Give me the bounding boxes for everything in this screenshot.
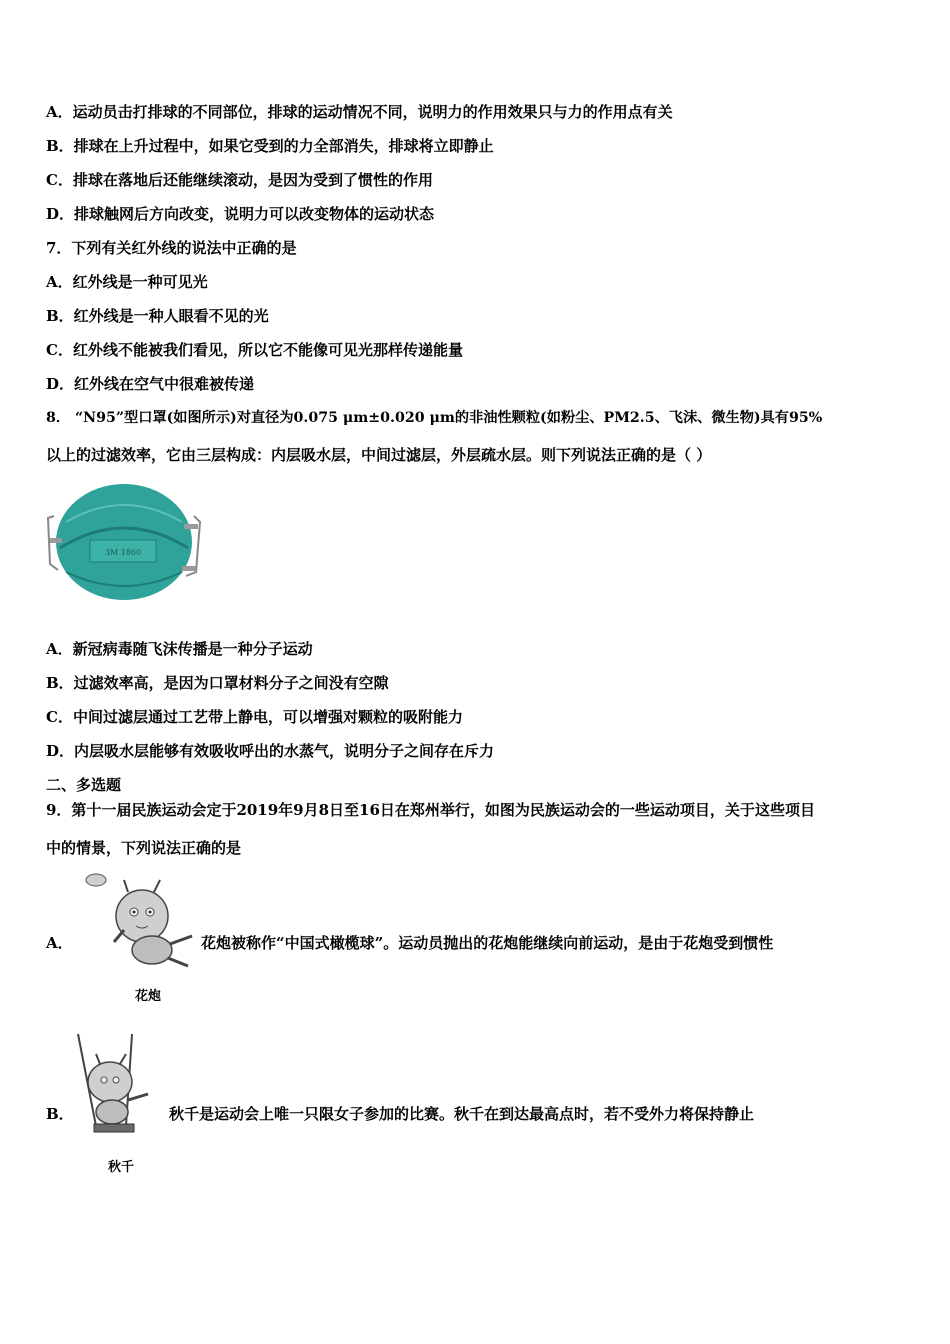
svg-text:3M 1860: 3M 1860	[104, 548, 142, 557]
q8-option-d: D．内层吸水层能够有效吸收呼出的水蒸气，说明分子之间存在斥力	[46, 742, 495, 760]
q9-stem-line2: 中的情景，下列说法正确的是	[46, 839, 242, 857]
q6-option-b: B．排球在上升过程中，如果它受到的力全部消失，排球将立即静止	[46, 137, 494, 155]
q9-option-b-label: B．	[46, 1105, 74, 1123]
q7-option-b: B．红外线是一种人眼看不见的光	[46, 307, 269, 325]
q7-option-c: C．红外线不能被我们看见，所以它不能像可见光那样传递能量	[46, 341, 463, 359]
q8-option-c: C．中间过滤层通过工艺带上静电，可以增强对颗粒的吸附能力	[46, 708, 463, 726]
q7-stem: 7．下列有关红外线的说法中正确的是	[46, 239, 297, 257]
q9-option-a-text: 花炮被称作“中国式橄榄球”。运动员抛出的花炮能继续向前运动，是由于花炮受到惯性	[201, 934, 774, 952]
q9-option-b-text: 秋千是运动会上唯一只限女子参加的比赛。秋千在到达最高点时，若不受外力将保持静止	[169, 1105, 755, 1123]
huapao-caption: 花炮	[135, 989, 162, 1004]
qiuqian-caption: 秋千	[108, 1160, 135, 1175]
q8-stem-line1: 8． “N95”型口罩(如图所示)对直径为0.075 μm±0.020 μm的非油性颗粒(如粉尘、PM2.5、飞沫、微生物)具有95%	[46, 410, 823, 426]
section-heading: 二、多选题	[46, 776, 122, 794]
q9-stem-line1: 9．第十一届民族运动会定于2019年9月8日至16日在郑州举行，如图为民族运动会的一些运动项目，关于这些项目	[46, 801, 815, 819]
q9-option-a-label: A．	[46, 934, 73, 952]
q8-option-a: A．新冠病毒随飞沫传播是一种分子运动	[46, 640, 313, 658]
q7-option-d: D．红外线在空气中很难被传递	[46, 375, 255, 393]
q7-option-a: A．红外线是一种可见光	[46, 273, 208, 291]
qiuqian-mascot-image	[72, 1030, 168, 1154]
q8-stem-line2: 以上的过滤效率，它由三层构成：内层吸水层，中间过滤层，外层疏水层。则下列说法正确的是（ ）	[46, 446, 712, 464]
q6-option-a: A．运动员击打排球的不同部位，排球的运动情况不同，说明力的作用效果只与力的作用点有关	[46, 103, 673, 121]
q8-option-b: B．过滤效率高，是因为口罩材料分子之间没有空隙	[46, 674, 389, 692]
q6-option-d: D．排球触网后方向改变，说明力可以改变物体的运动状态	[46, 205, 435, 223]
n95-mask-image	[46, 478, 202, 606]
huapao-mascot-image	[84, 870, 200, 982]
q6-option-c: C．排球在落地后还能继续滚动，是因为受到了惯性的作用	[46, 171, 433, 189]
